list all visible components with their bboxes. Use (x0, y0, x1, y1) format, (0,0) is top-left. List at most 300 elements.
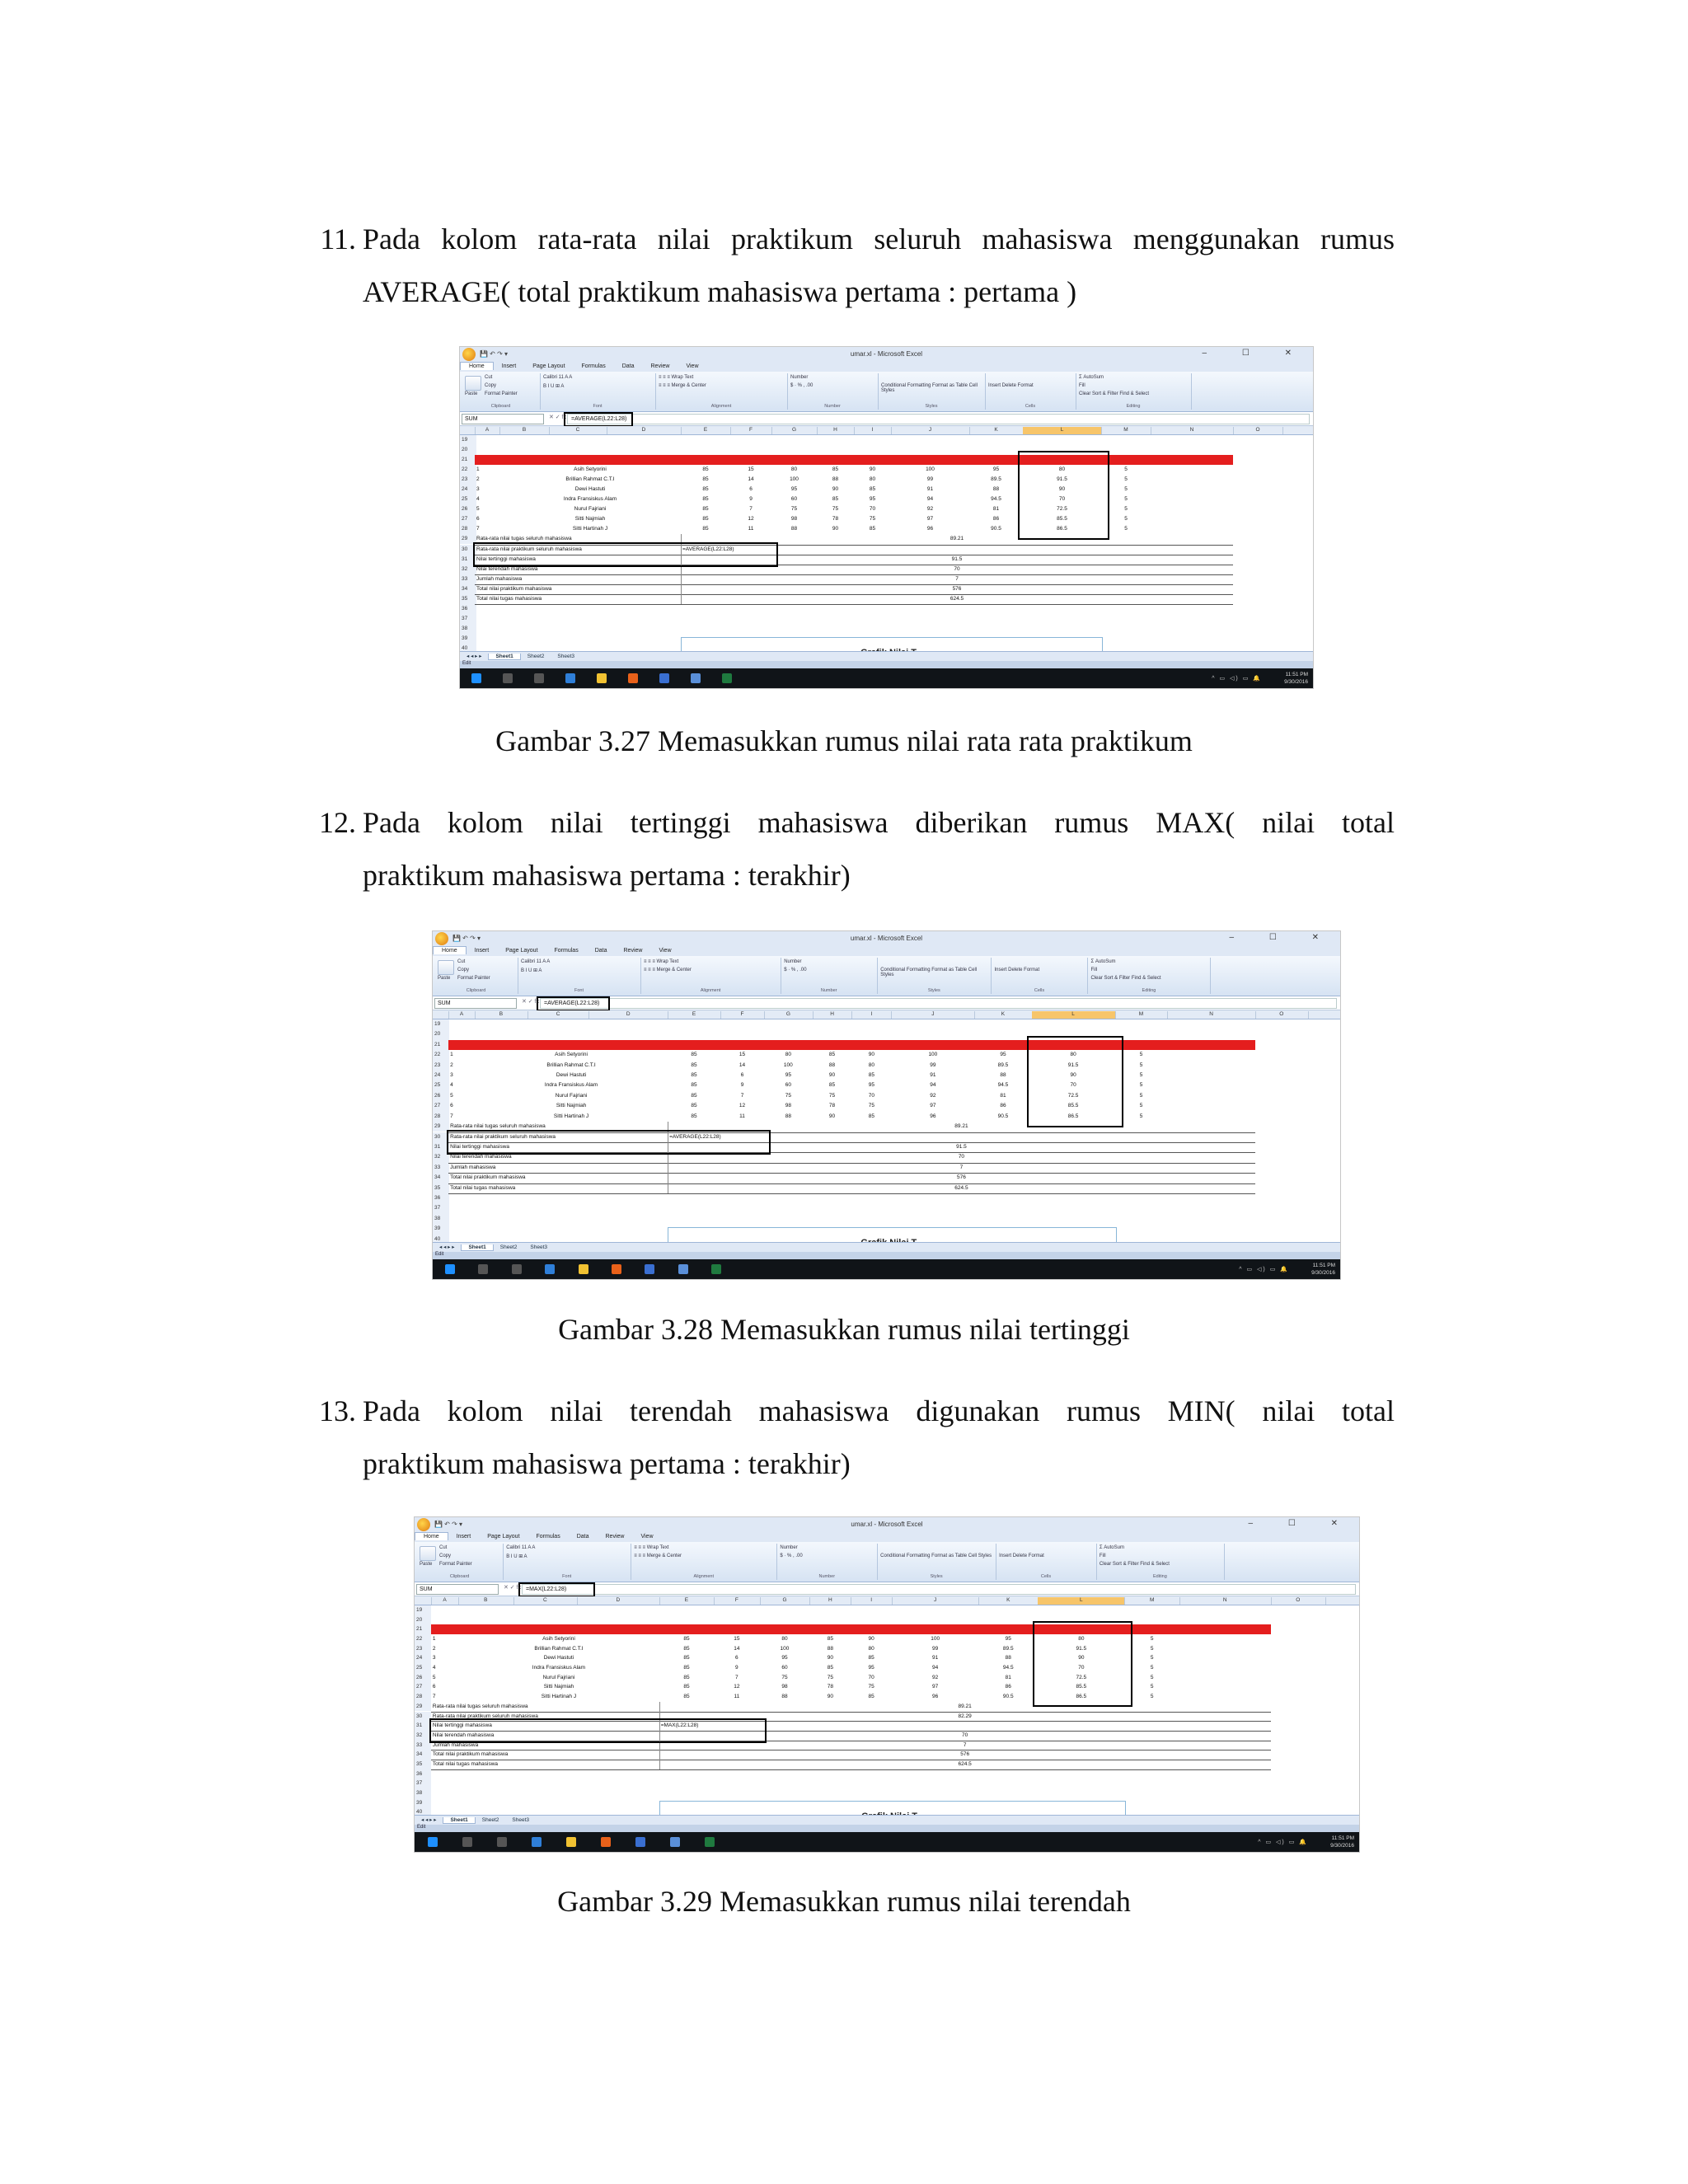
ribbon-command[interactable]: Format Painter (485, 391, 518, 396)
cell-i[interactable]: 85 (868, 1655, 874, 1661)
cell-g[interactable]: 98 (790, 516, 798, 523)
store-icon[interactable] (659, 673, 669, 683)
row-header-33[interactable]: 33 (433, 1163, 449, 1173)
cell-g[interactable]: 80 (790, 466, 798, 473)
cell-h[interactable]: 90 (832, 486, 839, 493)
tab-insert[interactable]: Insert (474, 948, 490, 954)
cell-l[interactable]: 90 (1058, 486, 1066, 493)
paste-button[interactable] (465, 376, 481, 391)
column-header-o[interactable]: O (1271, 1597, 1326, 1605)
name-box[interactable]: SUM (416, 1584, 499, 1595)
row-header-34[interactable]: 34 (460, 584, 476, 594)
row-header-20[interactable]: 20 (415, 1615, 431, 1625)
cell-h[interactable]: 75 (827, 1674, 833, 1680)
cell-m[interactable]: 5 (1150, 1665, 1154, 1671)
summary-value[interactable]: 89.21 (958, 1703, 972, 1709)
summary-value[interactable]: 624.5 (958, 1760, 972, 1767)
cell-g[interactable]: 88 (781, 1694, 788, 1700)
select-all-corner[interactable] (433, 1011, 449, 1019)
cell-e[interactable]: 85 (702, 506, 709, 513)
column-header-a[interactable]: A (448, 1011, 476, 1019)
start-icon[interactable] (428, 1837, 438, 1847)
excel-icon[interactable] (711, 1264, 721, 1274)
cell-no[interactable]: 1 (450, 1052, 453, 1058)
cell-i[interactable]: 95 (868, 1665, 874, 1671)
summary-label[interactable]: Total nilai praktikum mahasiswa (450, 1174, 526, 1181)
cell-e[interactable]: 85 (691, 1072, 697, 1079)
cell-student-name[interactable]: Sitti Hartinah J (572, 526, 608, 532)
cell-l[interactable]: 70 (1070, 1082, 1076, 1089)
cell-g[interactable]: 60 (785, 1082, 791, 1089)
formula-bar-buttons[interactable]: ✕ ✓ fx (549, 415, 567, 420)
cell-h[interactable]: 78 (827, 1684, 833, 1690)
cell-m[interactable]: 5 (1124, 496, 1128, 503)
sheet-tab-sheet1[interactable]: Sheet1 (461, 1244, 493, 1251)
column-header-j[interactable]: J (891, 1011, 975, 1019)
summary-label[interactable]: Total nilai tugas mahasiswa (432, 1760, 499, 1767)
cell-k[interactable]: 88 (1000, 1072, 1006, 1079)
row-header-25[interactable]: 25 (415, 1663, 431, 1673)
column-header-l[interactable]: L (1023, 427, 1102, 434)
ribbon-command[interactable]: ≡ ≡ ≡ Wrap Text (634, 1545, 669, 1550)
cell-l[interactable]: 70 (1078, 1665, 1085, 1671)
window-controls[interactable]: – ☐ ✕ (1229, 933, 1335, 942)
row-header-34[interactable]: 34 (415, 1750, 431, 1760)
formula-input[interactable]: =MAX(L22:L28) (522, 1584, 1356, 1595)
summary-label[interactable]: Rata-rata nilai praktikum seluruh mahasiswa (432, 1713, 538, 1719)
cell-no[interactable]: 1 (432, 1636, 436, 1643)
row-header-38[interactable]: 38 (433, 1214, 449, 1224)
row-header-31[interactable]: 31 (460, 555, 476, 565)
ribbon-command[interactable]: Cut (485, 375, 493, 380)
ribbon-command[interactable]: Fill (1099, 1554, 1106, 1558)
cell-student-name[interactable]: Sitti Najmiah (574, 516, 606, 523)
row-header-31[interactable]: 31 (415, 1721, 431, 1731)
column-header-i[interactable]: I (854, 427, 892, 434)
cell-no[interactable]: 7 (450, 1113, 453, 1119)
summary-label[interactable]: Rata-rata nilai tugas seluruh mahasiswa (450, 1123, 546, 1130)
cell-e[interactable]: 85 (702, 466, 709, 473)
cell-i[interactable]: 75 (868, 1684, 874, 1690)
row-header-20[interactable]: 20 (433, 1029, 449, 1039)
cell-student-name[interactable]: Asih Setyorini (555, 1052, 588, 1058)
cell-i[interactable]: 95 (869, 496, 876, 503)
cell-e[interactable]: 85 (691, 1103, 697, 1109)
taskbar-clock[interactable] (1284, 671, 1308, 686)
cell-h[interactable]: 88 (827, 1645, 833, 1652)
cell-f[interactable]: 7 (735, 1674, 738, 1680)
cell-k[interactable]: 95 (1005, 1636, 1011, 1643)
cell-f[interactable]: 12 (734, 1684, 740, 1690)
cell-m[interactable]: 5 (1150, 1674, 1154, 1680)
ribbon-command[interactable]: Clear Sort & Filter Find & Select (1090, 976, 1161, 981)
row-header-40[interactable]: 40 (415, 1807, 431, 1817)
quick-access-toolbar[interactable]: 💾 ↶ ↷ ▾ (452, 935, 481, 942)
cell-j[interactable]: 99 (930, 1062, 936, 1068)
active-cell-formula[interactable]: =AVERAGE(L22:L28) (669, 1133, 721, 1140)
cell-m[interactable]: 5 (1150, 1694, 1154, 1700)
window-controls[interactable]: – ☐ ✕ (1202, 349, 1308, 358)
ribbon-command[interactable]: $ · % , .00 (780, 1554, 803, 1558)
tab-formulas[interactable]: Formulas (554, 948, 579, 954)
search-icon[interactable] (503, 673, 513, 683)
ribbon-command[interactable]: Cut (439, 1545, 448, 1550)
row-header-31[interactable]: 31 (433, 1142, 449, 1152)
cell-f[interactable]: 7 (749, 506, 753, 513)
row-header-37[interactable]: 37 (460, 614, 476, 624)
ribbon-command[interactable]: Format Painter (457, 976, 490, 981)
cell-g[interactable]: 80 (785, 1052, 791, 1058)
cell-k[interactable]: 86 (1000, 1103, 1006, 1109)
cell-i[interactable]: 70 (868, 1092, 875, 1099)
row-header-26[interactable]: 26 (433, 1091, 449, 1101)
summary-value[interactable]: 70 (958, 1154, 965, 1160)
cell-k[interactable]: 89.5 (991, 476, 1001, 483)
cell-g[interactable]: 88 (790, 526, 798, 532)
cell-h[interactable]: 90 (832, 526, 839, 532)
cell-f[interactable]: 7 (740, 1092, 744, 1099)
cell-k[interactable]: 89.5 (997, 1062, 1009, 1068)
cell-no[interactable]: 4 (432, 1665, 436, 1671)
cell-f[interactable]: 9 (735, 1665, 738, 1671)
summary-label[interactable]: Jumlah mahasiswa (432, 1741, 479, 1748)
row-header-27[interactable]: 27 (433, 1101, 449, 1111)
ribbon-command[interactable]: Clear Sort & Filter Find & Select (1079, 391, 1150, 396)
cell-l[interactable]: 72.5 (1057, 506, 1067, 513)
column-header-n[interactable]: N (1179, 1597, 1272, 1605)
cell-no[interactable]: 2 (432, 1645, 436, 1652)
tab-view[interactable]: View (686, 363, 699, 369)
column-header-j[interactable]: J (891, 427, 970, 434)
cell-no[interactable]: 3 (476, 486, 480, 493)
cell-student-name[interactable]: Dewi Hastuti (556, 1072, 587, 1079)
cell-j[interactable]: 94 (926, 496, 934, 503)
cell-j[interactable]: 99 (932, 1645, 939, 1652)
cell-i[interactable]: 80 (869, 476, 876, 483)
cell-i[interactable]: 70 (868, 1674, 874, 1680)
summary-label[interactable]: Nilai tertinggi mahasiswa (432, 1722, 492, 1729)
cell-no[interactable]: 5 (476, 506, 480, 513)
ribbon-command[interactable]: $ · % , .00 (790, 383, 814, 388)
sheet-tab-sheet2[interactable]: Sheet2 (481, 1817, 499, 1823)
search-icon[interactable] (478, 1264, 488, 1274)
tab-formulas[interactable]: Formulas (536, 1534, 560, 1540)
cell-j[interactable]: 96 (932, 1694, 939, 1700)
file-explorer-icon[interactable] (579, 1264, 588, 1274)
select-all-corner[interactable] (415, 1597, 432, 1605)
ribbon-command[interactable]: Calibri 11 A A (543, 375, 573, 380)
cell-j[interactable]: 92 (926, 506, 934, 513)
row-header-36[interactable]: 36 (433, 1193, 449, 1203)
column-header-m[interactable]: M (1101, 427, 1151, 434)
formula-input[interactable]: =AVERAGE(L22:L28) (540, 998, 1337, 1009)
column-header-h[interactable]: H (809, 1597, 851, 1605)
cell-student-name[interactable]: Asih Setyorini (574, 466, 607, 473)
search-icon[interactable] (462, 1837, 472, 1847)
cell-m[interactable]: 5 (1139, 1082, 1143, 1089)
cell-l[interactable]: 86.5 (1067, 1113, 1079, 1119)
cell-student-name[interactable]: Nurul Fajriani (542, 1674, 575, 1680)
cell-m[interactable]: 5 (1124, 526, 1128, 532)
row-header-40[interactable]: 40 (460, 644, 476, 654)
photos-icon[interactable] (691, 673, 701, 683)
ribbon-command[interactable]: ≡ ≡ ≡ Merge & Center (634, 1554, 682, 1558)
ribbon-command[interactable]: Σ AutoSum (1099, 1545, 1124, 1550)
excel-icon[interactable] (705, 1837, 715, 1847)
row-header-24[interactable]: 24 (460, 485, 476, 494)
cell-j[interactable]: 94 (932, 1665, 939, 1671)
summary-label[interactable]: Rata-rata nilai tugas seluruh mahasiswa (476, 536, 572, 542)
tab-page-layout[interactable]: Page Layout (505, 948, 538, 954)
edge-icon[interactable] (545, 1264, 555, 1274)
row-header-32[interactable]: 32 (415, 1731, 431, 1741)
summary-label[interactable]: Nilai terendah mahasiswa (476, 565, 538, 572)
photos-icon[interactable] (678, 1264, 688, 1274)
row-header-23[interactable]: 23 (433, 1061, 449, 1071)
column-header-b[interactable]: B (458, 1597, 513, 1605)
row-header-39[interactable]: 39 (433, 1224, 449, 1234)
system-tray-icons[interactable]: ^ ▭ ◁) ▭ 🔔 (1212, 676, 1262, 682)
cell-l[interactable]: 90 (1070, 1072, 1076, 1079)
row-header-38[interactable]: 38 (415, 1788, 431, 1798)
ribbon-command[interactable]: Format Painter (439, 1562, 472, 1567)
cell-j[interactable]: 96 (930, 1113, 936, 1119)
tab-home[interactable]: Home (433, 946, 467, 954)
cell-no[interactable]: 4 (450, 1082, 453, 1089)
ribbon-command[interactable]: Cut (457, 959, 466, 964)
summary-value[interactable]: 624.5 (954, 1184, 968, 1191)
cell-g[interactable]: 88 (785, 1113, 791, 1119)
summary-value[interactable]: 70 (962, 1732, 968, 1738)
cell-m[interactable]: 5 (1139, 1062, 1143, 1068)
cell-e[interactable]: 85 (702, 476, 709, 483)
tab-insert[interactable]: Insert (456, 1534, 471, 1540)
cell-k[interactable]: 94.5 (997, 1082, 1009, 1089)
summary-label[interactable]: Nilai terendah mahasiswa (450, 1154, 512, 1160)
task-view-icon[interactable] (512, 1264, 522, 1274)
row-header-33[interactable]: 33 (415, 1741, 431, 1750)
column-header-a[interactable]: A (431, 1597, 459, 1605)
cell-e[interactable]: 85 (683, 1655, 690, 1661)
cell-l[interactable]: 70 (1058, 496, 1066, 503)
row-header-35[interactable]: 35 (460, 594, 476, 604)
cell-g[interactable]: 95 (785, 1072, 791, 1079)
cell-f[interactable]: 14 (738, 1062, 746, 1068)
row-header-28[interactable]: 28 (460, 524, 476, 534)
column-header-b[interactable]: B (475, 1011, 528, 1019)
cell-k[interactable]: 94.5 (1002, 1665, 1014, 1671)
task-view-icon[interactable] (497, 1837, 507, 1847)
cell-e[interactable]: 85 (691, 1113, 697, 1119)
cell-g[interactable]: 100 (780, 1645, 790, 1652)
ribbon-command[interactable]: B I U ⊞ A (543, 384, 565, 389)
active-cell-formula[interactable]: =MAX(L22:L28) (660, 1722, 699, 1729)
cell-i[interactable]: 85 (869, 486, 876, 493)
cell-no[interactable]: 3 (450, 1072, 453, 1079)
cell-g[interactable]: 75 (785, 1092, 791, 1099)
cell-l[interactable]: 85.5 (1057, 516, 1067, 523)
cell-m[interactable]: 5 (1124, 476, 1128, 483)
cell-f[interactable]: 15 (734, 1636, 740, 1643)
column-header-d[interactable]: D (607, 427, 682, 434)
cell-f[interactable]: 9 (740, 1082, 744, 1089)
cell-k[interactable]: 86 (992, 516, 1000, 523)
cell-g[interactable]: 95 (790, 486, 798, 493)
row-header-30[interactable]: 30 (433, 1132, 449, 1142)
firefox-icon[interactable] (628, 673, 638, 683)
window-controls[interactable]: – ☐ ✕ (1248, 1519, 1354, 1528)
row-header-37[interactable]: 37 (415, 1779, 431, 1788)
cell-f[interactable]: 6 (749, 486, 753, 493)
cell-k[interactable]: 81 (1000, 1092, 1006, 1099)
column-header-c[interactable]: C (528, 1011, 589, 1019)
ribbon-command[interactable]: Conditional Formatting Format as Table Cell Styles (881, 383, 978, 393)
sheet-nav-buttons[interactable]: ◂ ◂ ▸ ▸ (421, 1817, 437, 1823)
cell-f[interactable]: 9 (749, 496, 753, 503)
sheet-tab-sheet3[interactable]: Sheet3 (530, 1244, 548, 1250)
cell-no[interactable]: 5 (432, 1674, 436, 1680)
cell-l[interactable]: 91.5 (1076, 1645, 1087, 1652)
ribbon-command[interactable]: B I U ⊞ A (521, 968, 542, 973)
cell-k[interactable]: 88 (1005, 1655, 1011, 1661)
summary-label[interactable]: Nilai tertinggi mahasiswa (450, 1143, 510, 1150)
cell-student-name[interactable]: Sitti Hartinah J (541, 1694, 577, 1700)
summary-label[interactable]: Total nilai tugas mahasiswa (476, 595, 542, 602)
ribbon-command[interactable]: Copy (457, 968, 470, 972)
cell-no[interactable]: 6 (450, 1103, 453, 1109)
cell-j[interactable]: 97 (930, 1103, 936, 1109)
ribbon-command[interactable]: Σ AutoSum (1090, 959, 1116, 964)
row-header-29[interactable]: 29 (415, 1702, 431, 1712)
column-header-g[interactable]: G (771, 427, 818, 434)
cell-e[interactable]: 85 (683, 1684, 690, 1690)
cell-i[interactable]: 80 (868, 1645, 874, 1652)
cell-i[interactable]: 85 (868, 1072, 875, 1079)
cell-f[interactable]: 11 (739, 1113, 745, 1119)
tab-home[interactable]: Home (460, 362, 494, 370)
row-header-35[interactable]: 35 (415, 1760, 431, 1769)
row-header-28[interactable]: 28 (433, 1112, 449, 1122)
summary-value[interactable]: 7 (963, 1741, 967, 1748)
cell-h[interactable]: 85 (827, 1665, 833, 1671)
chart-object[interactable] (668, 1227, 1117, 1243)
sheet-tab-sheet3[interactable]: Sheet3 (512, 1817, 530, 1823)
cell-l[interactable]: 72.5 (1067, 1092, 1079, 1099)
row-header-19[interactable]: 19 (460, 435, 476, 445)
formula-bar-buttons[interactable]: ✕ ✓ fx (522, 999, 540, 1005)
cell-i[interactable]: 90 (868, 1052, 875, 1058)
cell-e[interactable]: 85 (691, 1082, 697, 1089)
cell-k[interactable]: 81 (992, 506, 1000, 513)
cell-no[interactable]: 4 (476, 496, 480, 503)
cell-e[interactable]: 85 (691, 1052, 697, 1058)
cell-m[interactable]: 5 (1150, 1655, 1154, 1661)
cell-f[interactable]: 12 (738, 1103, 746, 1109)
cell-f[interactable]: 15 (738, 1052, 746, 1058)
cell-l[interactable]: 85.5 (1076, 1684, 1087, 1690)
paste-button[interactable] (420, 1546, 436, 1561)
cell-m[interactable]: 5 (1124, 506, 1128, 513)
cell-e[interactable]: 85 (702, 496, 709, 503)
summary-label[interactable]: Nilai terendah mahasiswa (432, 1732, 495, 1738)
row-header-22[interactable]: 22 (460, 465, 476, 475)
tab-review[interactable]: Review (605, 1534, 625, 1540)
cell-h[interactable]: 90 (828, 1072, 836, 1079)
row-header-30[interactable]: 30 (460, 545, 476, 555)
cell-no[interactable]: 7 (476, 526, 480, 532)
summary-value[interactable]: 576 (960, 1751, 970, 1758)
cell-j[interactable]: 92 (930, 1092, 936, 1099)
column-header-m[interactable]: M (1115, 1011, 1169, 1019)
edge-icon[interactable] (565, 673, 575, 683)
summary-value[interactable]: 70 (954, 565, 960, 572)
cell-student-name[interactable]: Brillian Rahmat C.T.I (534, 1645, 584, 1652)
column-header-o[interactable]: O (1233, 427, 1283, 434)
sheet-nav-buttons[interactable]: ◂ ◂ ▸ ▸ (439, 1244, 455, 1250)
cell-g[interactable]: 95 (781, 1655, 788, 1661)
cell-i[interactable]: 85 (868, 1694, 874, 1700)
cell-student-name[interactable]: Sitti Najmiah (543, 1684, 574, 1690)
column-header-o[interactable]: O (1255, 1011, 1309, 1019)
cell-i[interactable]: 80 (868, 1062, 875, 1068)
summary-label[interactable]: Jumlah mahasiswa (476, 575, 523, 582)
column-header-j[interactable]: J (892, 1597, 979, 1605)
cell-k[interactable]: 81 (1005, 1674, 1011, 1680)
cell-g[interactable]: 60 (781, 1665, 788, 1671)
cell-h[interactable]: 85 (832, 496, 839, 503)
column-header-f[interactable]: F (730, 427, 772, 434)
summary-value[interactable]: 82.29 (958, 1713, 972, 1719)
row-header-40[interactable]: 40 (433, 1235, 449, 1244)
tab-review[interactable]: Review (623, 948, 643, 954)
sheet-tab-sheet2[interactable]: Sheet2 (527, 654, 545, 659)
cell-j[interactable]: 91 (930, 1072, 936, 1079)
sheet-tab-sheet2[interactable]: Sheet2 (499, 1244, 518, 1250)
cell-e[interactable]: 85 (683, 1645, 690, 1652)
row-header-32[interactable]: 32 (460, 565, 476, 574)
ribbon-command[interactable]: Insert Delete Format (999, 1554, 1044, 1558)
system-tray-icons[interactable]: ^ ▭ ◁) ▭ 🔔 (1239, 1267, 1289, 1272)
column-header-f[interactable]: F (720, 1011, 765, 1019)
cell-no[interactable]: 7 (432, 1694, 436, 1700)
active-cell-formula[interactable]: =AVERAGE(L22:L28) (682, 546, 734, 552)
column-header-l[interactable]: L (1032, 1011, 1116, 1019)
tab-page-layout[interactable]: Page Layout (487, 1534, 520, 1540)
column-header-c[interactable]: C (513, 1597, 579, 1605)
tab-home[interactable]: Home (415, 1532, 448, 1540)
row-header-35[interactable]: 35 (433, 1183, 449, 1193)
cell-h[interactable]: 85 (827, 1636, 833, 1643)
cell-f[interactable]: 12 (748, 516, 754, 523)
ribbon-command[interactable]: Number (790, 375, 809, 380)
row-header-26[interactable]: 26 (415, 1673, 431, 1683)
cell-l[interactable]: 90 (1078, 1655, 1085, 1661)
summary-label[interactable]: Total nilai praktikum mahasiswa (476, 585, 552, 592)
cell-h[interactable]: 85 (828, 1052, 836, 1058)
cell-i[interactable]: 85 (868, 1113, 875, 1119)
cell-k[interactable]: 90.5 (1002, 1694, 1014, 1700)
summary-label[interactable]: Nilai tertinggi mahasiswa (476, 555, 536, 562)
firefox-icon[interactable] (601, 1837, 611, 1847)
row-header-37[interactable]: 37 (433, 1203, 449, 1213)
cell-h[interactable]: 90 (827, 1694, 833, 1700)
ribbon-command[interactable]: Insert Delete Format (994, 968, 1040, 972)
cell-f[interactable]: 14 (734, 1645, 740, 1652)
column-header-h[interactable]: H (817, 427, 855, 434)
cell-m[interactable]: 5 (1139, 1052, 1143, 1058)
cell-student-name[interactable]: Nurul Fajriani (555, 1092, 588, 1099)
summary-value[interactable]: 89.21 (950, 536, 964, 542)
